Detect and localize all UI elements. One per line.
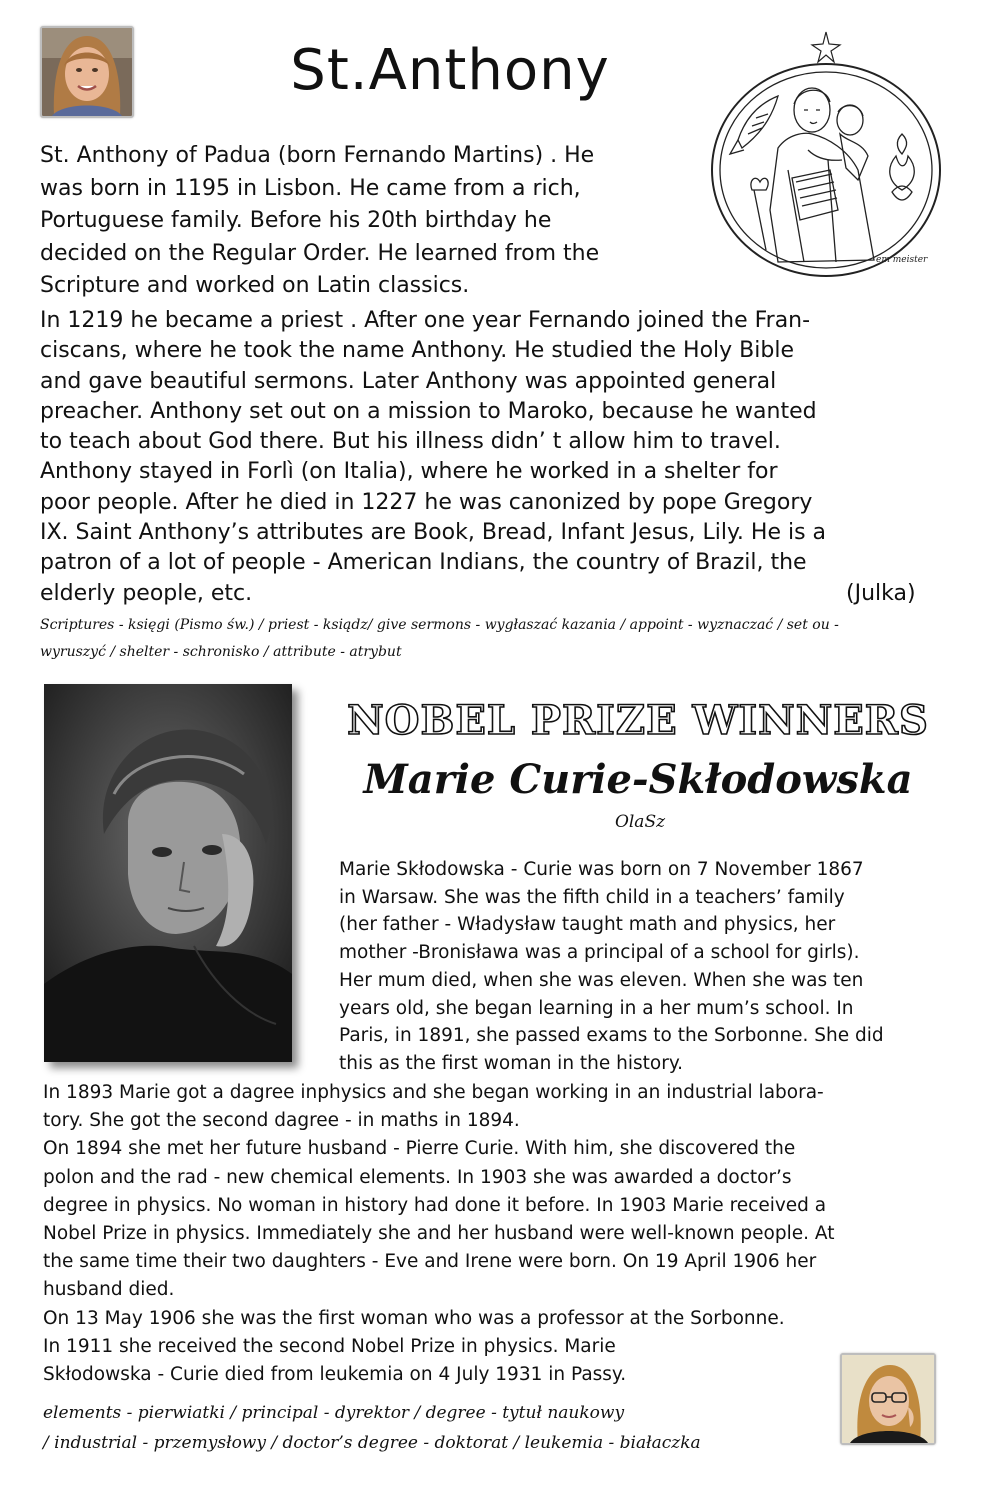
vocabulary-line: elements - pierwiatki / principal - dyrektor / degree - tytuł naukowy bbox=[43, 1403, 625, 1423]
paragraph-line: husband died. bbox=[43, 1279, 175, 1301]
author-signature: (Julka) bbox=[846, 581, 916, 606]
article-title-st-anthony: St.Anthony bbox=[290, 38, 610, 103]
vocabulary-list-marie-curie bbox=[43, 1398, 701, 1458]
paragraph-line: to teach about God there. But his illness didn’ t allow him to travel. bbox=[40, 429, 781, 455]
marie-curie-photo bbox=[44, 684, 292, 1062]
paragraph-line: in Warsaw. She was the fifth child in a teachers’ family bbox=[339, 886, 845, 908]
article-title-marie-curie: Marie Curie-Skłodowska bbox=[363, 756, 913, 803]
vocabulary-line: / industrial - przemysłowy / doctor’s degree - doktorat / leukemia - białaczka bbox=[43, 1433, 701, 1453]
paragraph-line: In 1893 Marie got a dagree inphysics and she began working in an industrial labora- bbox=[43, 1082, 824, 1103]
paragraph-line: ciscans, where he took the name Anthony. He studied the Holy Bible bbox=[40, 338, 794, 364]
paragraph-line: In 1219 he became a priest . After one year Fernando joined the Fran- bbox=[40, 308, 811, 333]
paragraph-line: Portuguese family. Before his 20th birthday he bbox=[40, 208, 552, 233]
author-portrait-girl-with-glasses bbox=[842, 1355, 934, 1443]
st-anthony-medallion-illustration bbox=[708, 30, 944, 280]
paragraph-line: Her mum died, when she was eleven. When she was ten bbox=[339, 969, 864, 991]
paragraph-line: Skłodowska - Curie died from leukemia on 4 July 1931 in Passy. bbox=[43, 1364, 627, 1386]
paragraph-line: and gave beautiful sermons. Later Anthony was appointed general bbox=[40, 368, 777, 394]
paragraph-line: On 1894 she met her future husband - Pierre Curie. With him, she discovered the bbox=[43, 1138, 796, 1160]
vocabulary-line: Scriptures - księgi (Pismo św.) / priest - ksiądz/ give sermons - wygłaszać kazania / appoint - wyznaczać / set ou - bbox=[40, 617, 839, 633]
author-photo-olasz bbox=[840, 1353, 936, 1445]
paragraph-line: polon and the rad - new chemical elements. In 1903 she was awarded a doctor’s bbox=[43, 1166, 792, 1188]
paragraph-line: this as the first woman in the history. bbox=[339, 1052, 684, 1074]
paragraph-line: Scripture and worked on Latin classics. bbox=[40, 273, 470, 298]
marie-curie-paragraph-body bbox=[43, 1079, 834, 1389]
paragraph-line: patron of a lot of people - American Indians, the country of Brazil, the bbox=[40, 550, 807, 576]
illustration-signature: em meister bbox=[876, 255, 928, 265]
author-portrait-girl bbox=[42, 28, 132, 116]
vocabulary-list-st-anthony bbox=[40, 612, 839, 666]
paragraph-line: mother -Bronisława was a principal of a school for girls). bbox=[339, 942, 860, 964]
section-title-nobel-prize-winners: NOBEL PRIZE WINNERS bbox=[347, 697, 929, 744]
paragraph-line: St. Anthony of Padua (born Fernando Martins) . He bbox=[40, 143, 595, 168]
paragraph-line: preacher. Anthony set out on a mission to Maroko, because he wanted bbox=[40, 398, 817, 424]
st-anthony-paragraph-body bbox=[40, 306, 826, 609]
paragraph-line: Marie Skłodowska - Curie was born on 7 November 1867 bbox=[339, 859, 864, 880]
paragraph-line: In 1911 she received the second Nobel Prize in physics. Marie bbox=[43, 1335, 616, 1357]
author-byline: OlaSz bbox=[614, 812, 666, 832]
paragraph-line: years old, she began learning in a her mum’s school. In bbox=[339, 997, 854, 1019]
paragraph-line: tory. She got the second dagree - in maths in 1894. bbox=[43, 1110, 520, 1132]
paragraph-line: degree in physics. No woman in history had done it before. In 1903 Marie received a bbox=[43, 1194, 827, 1216]
st-anthony-paragraph-intro bbox=[40, 140, 599, 303]
paragraph-line: Paris, in 1891, she passed exams to the Sorbonne. She did bbox=[339, 1025, 884, 1047]
author-photo-julka bbox=[40, 26, 134, 118]
paragraph-line: the same time their two daughters - Eve and Irene were born. On 19 April 1906 her bbox=[43, 1251, 817, 1273]
paragraph-line: Nobel Prize in physics. Immediately she and her husband were well-known people. At bbox=[43, 1223, 835, 1245]
paragraph-line: IX. Saint Anthony’s attributes are Book, Bread, Infant Jesus, Lily. He is a bbox=[40, 520, 827, 546]
vocabulary-line: wyruszyć / shelter - schronisko / attribute - atrybut bbox=[40, 644, 402, 660]
paragraph-line: On 13 May 1906 she was the first woman who was a professor at the Sorbonne. bbox=[43, 1307, 785, 1329]
paragraph-line: poor people. After he died in 1227 he was canonized by pope Gregory bbox=[40, 489, 813, 515]
paragraph-line: elderly people, etc. bbox=[40, 580, 253, 606]
paragraph-line: Anthony stayed in Forlì (on Italia), where he worked in a shelter for bbox=[40, 459, 778, 485]
paragraph-line: was born in 1195 in Lisbon. He came from a rich, bbox=[40, 175, 581, 201]
paragraph-line: (her father - Władysław taught math and physics, her bbox=[339, 914, 836, 936]
paragraph-line: decided on the Regular Order. He learned from the bbox=[40, 240, 600, 266]
marie-curie-paragraph-intro bbox=[339, 856, 884, 1078]
